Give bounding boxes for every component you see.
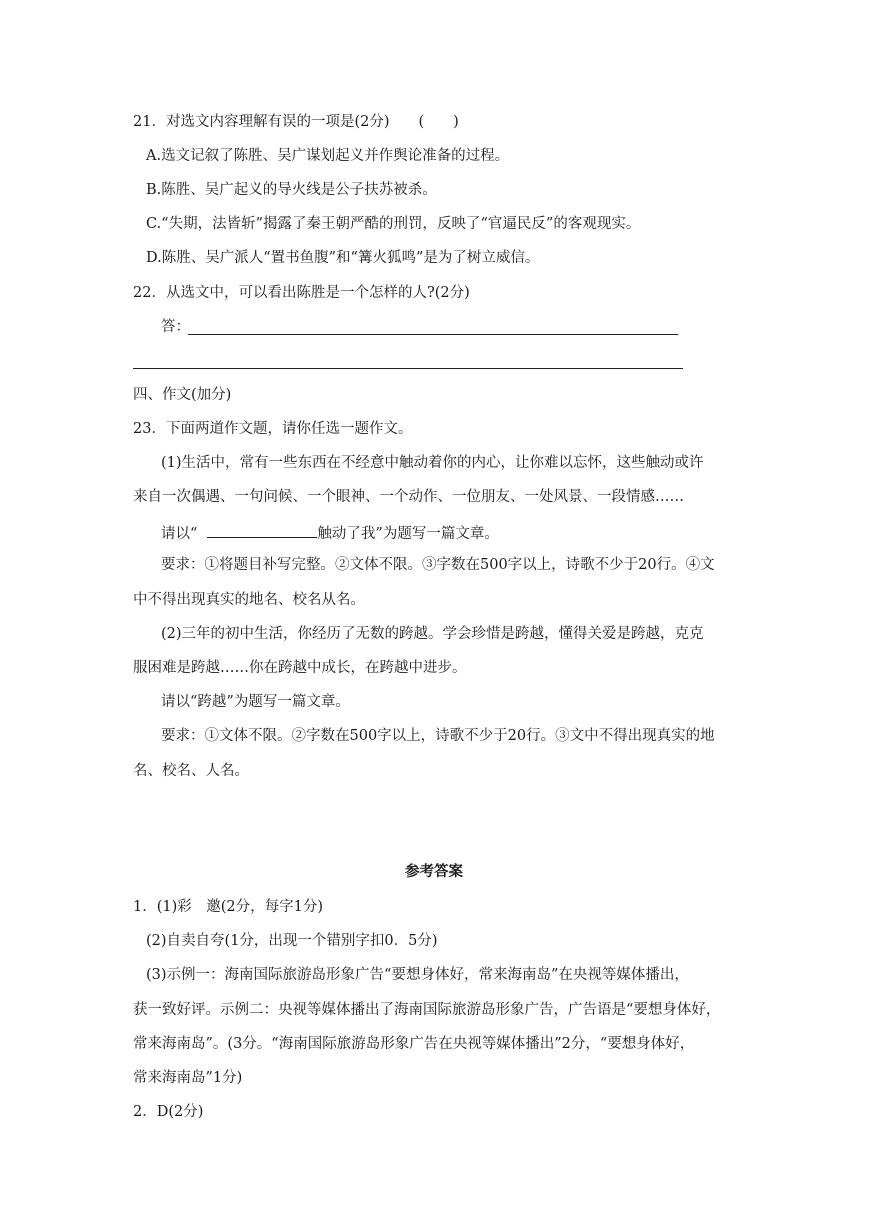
answer-1-line-6: 常来海南岛”1分) [133,1070,243,1086]
answer-1-line-1: 1．(1)彩 邀(2分，每字1分) [133,899,324,915]
topic-1-line-2: 来自一次偶遇、一句问候、一个眼神、一个动作、一位朋友、一处风景、一段情感…… [133,489,684,505]
question-21-stem: 21．对选文内容理解有误的一项是(2分) ( ) [133,114,459,130]
topic-1-prompt-prefix: 请以“ [161,526,198,542]
topic-2-prompt: 请以“跨越”为题写一篇文章。 [161,694,350,710]
topic-1-prompt-suffix: 触动了我”为题写一篇文章。 [317,526,499,542]
question-23-stem: 23．下面两道作文题，请你任选一题作文。 [133,421,413,437]
answer-line-2 [133,368,683,369]
question-22-answer-label: 答： [161,319,190,335]
question-21-option-d: D.陈胜、吴广派人“置书鱼腹”和“篝火狐鸣”是为了树立威信。 [146,250,540,266]
answers-heading: 参考答案 [405,863,463,880]
question-22-stem: 22．从选文中，可以看出陈胜是一个怎样的人?(2分) [133,285,470,301]
topic-2-requirements-line-1: 要求：①文体不限。②字数在500字以上，诗歌不少于20行。③文中不得出现真实的地 [161,728,715,744]
topic-1-line-1: (1)生活中，常有一些东西在不经意中触动着你的内心，让你难以忘怀，这些触动或许 [161,455,704,471]
question-21-option-b: B.陈胜、吴广起义的导火线是公子扶苏被杀。 [146,182,437,198]
question-21-option-a: A.选文记叙了陈胜、吴广谋划起义并作舆论准备的过程。 [146,148,510,164]
topic-1-prompt [161,521,499,544]
section-4-heading: 四、作文(加分) [133,387,232,403]
question-21-option-c: C.“失期，法皆斩”揭露了秦王朝严酷的刑罚，反映了“官逼民反”的客观现实。 [146,216,641,232]
answer-1-line-2: (2)自卖自夸(1分，出现一个错别字扣0．5分) [146,933,438,949]
answer-1-line-5: 常来海南岛”。(3分。“海南国际旅游岛形象广告在央视等媒体播出”2分，“要想身体好， [133,1036,695,1052]
answer-1-line-3: (3)示例一：海南国际旅游岛形象广告“要想身体好，常来海南岛”在央视等媒体播出， [146,967,689,983]
title-fill-blank [207,521,317,538]
answer-1-line-4: 获一致好评。示例二：央视等媒体播出了海南国际旅游岛形象广告，广告语是“要想身体好， [133,1002,721,1018]
topic-1-requirements-line-2: 中不得出现真实的地名、校名从名。 [133,592,365,608]
topic-2-line-1: (2)三年的初中生活，你经历了无数的跨越。学会珍惜是跨越，懂得关爱是跨越，克克 [161,626,704,642]
topic-1-requirements-line-1: 要求：①将题目补写完整。②文体不限。③字数在500字以上，诗歌不少于20行。④文 [161,557,715,573]
topic-2-line-2: 服困难是跨越……你在跨越中成长，在跨越中进步。 [133,660,467,676]
topic-2-requirements-line-2: 名、校名、人名。 [133,763,249,779]
answer-line-1 [188,334,678,335]
answer-2: 2．D(2分) [133,1104,204,1120]
